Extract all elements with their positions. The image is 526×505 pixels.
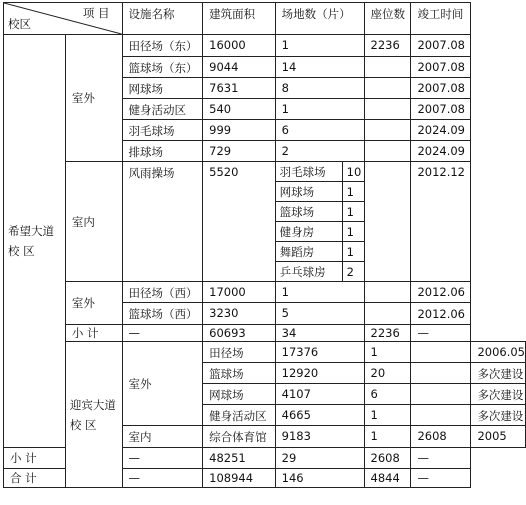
- count-cell: 1: [275, 35, 364, 57]
- count-cell: 1: [275, 282, 364, 303]
- sub-name: 乒乓球房: [276, 262, 343, 282]
- sub-count: 2: [342, 262, 363, 282]
- area-cell: 999: [203, 120, 276, 141]
- count-cell: 1: [364, 426, 411, 448]
- facility-cell: 篮球场（西）: [122, 303, 203, 325]
- seats-cell: 2236: [364, 35, 411, 57]
- seats-cell: 2608: [411, 426, 471, 448]
- area-cell: 4107: [275, 384, 364, 405]
- table-row: [4, 342, 526, 363]
- facility-cell: 健身活动区: [203, 405, 276, 426]
- seats-cell: [364, 303, 411, 325]
- sub-name: 网球场: [276, 182, 343, 202]
- completed-cell: 2006.05: [471, 342, 526, 363]
- area-cell: 108944: [203, 469, 276, 488]
- completed-cell: 2007.08: [411, 57, 471, 78]
- campus-name-line1: 希望大道: [8, 224, 54, 238]
- location-cell: 室外: [65, 282, 122, 325]
- area-cell: 729: [203, 141, 276, 162]
- area-cell: 3230: [203, 303, 276, 325]
- total-label: 合 计: [4, 469, 123, 488]
- seats-cell: [364, 162, 411, 282]
- campus-name-line2: 校 区: [69, 417, 97, 432]
- count-cell: 29: [275, 448, 364, 469]
- area-cell: 48251: [203, 448, 276, 469]
- area-cell: 540: [203, 99, 276, 120]
- area-cell: 9044: [203, 57, 276, 78]
- completed-cell: 2012.12: [411, 162, 471, 282]
- facility-cell: 田径场（东）: [122, 35, 203, 57]
- facility-cell: 田径场（西）: [122, 282, 203, 303]
- sub-row: [276, 242, 364, 262]
- area-cell: 9183: [275, 426, 364, 448]
- count-cell: 5: [275, 303, 364, 325]
- table-row: [4, 282, 526, 303]
- sub-row: [276, 262, 364, 282]
- count-cell: 20: [364, 363, 411, 384]
- facility-cell: —: [122, 325, 203, 342]
- facility-cell: 网球场: [122, 78, 203, 99]
- campus-name-line2: 校 区: [8, 244, 35, 258]
- facility-cell: 健身活动区: [122, 99, 203, 120]
- count-cell: 8: [275, 78, 364, 99]
- seats-cell: [411, 363, 471, 384]
- completed-cell: 2012.06: [411, 282, 471, 303]
- completed-cell: 2012.06: [411, 303, 471, 325]
- facility-cell: 网球场: [203, 384, 276, 405]
- area-cell: 12920: [275, 363, 364, 384]
- sub-name: 健身房: [276, 222, 343, 242]
- facilities-table: [3, 2, 526, 488]
- sub-row: [276, 162, 364, 182]
- area-cell: 17000: [203, 282, 276, 303]
- completed-cell: 2007.08: [411, 99, 471, 120]
- seats-cell: [364, 282, 411, 303]
- completed-cell: 2024.09: [411, 120, 471, 141]
- facility-cell: 排球场: [122, 141, 203, 162]
- area-cell: 16000: [203, 35, 276, 57]
- count-cell: 14: [275, 57, 364, 78]
- area-cell: 5520: [203, 162, 276, 282]
- header-seats: 座位数: [364, 3, 411, 35]
- count-cell: 146: [275, 469, 364, 488]
- facility-cell: 篮球场: [203, 363, 276, 384]
- completed-cell: 多次建设: [471, 384, 526, 405]
- seats-cell: [411, 384, 471, 405]
- header-completed: 竣工时间: [411, 3, 471, 35]
- facility-cell: 风雨操场: [122, 162, 203, 282]
- seats-cell: [411, 405, 471, 426]
- seats-cell: 2236: [364, 325, 411, 342]
- location-cell: 室外: [122, 342, 203, 426]
- sub-count: 1: [342, 242, 363, 262]
- facility-cell: 篮球场（东）: [122, 57, 203, 78]
- seats-cell: [364, 57, 411, 78]
- completed-cell: 2007.08: [411, 35, 471, 57]
- count-cell: 1: [364, 405, 411, 426]
- area-cell: 17376: [275, 342, 364, 363]
- completed-cell: —: [411, 469, 471, 488]
- campus-cell: [4, 35, 66, 448]
- count-cell: 6: [364, 384, 411, 405]
- table-row: [4, 35, 526, 57]
- seats-cell: [364, 99, 411, 120]
- campus-cell: [65, 342, 122, 488]
- count-cell: 6: [275, 120, 364, 141]
- total-row: [4, 469, 526, 488]
- facility-cell: —: [122, 448, 203, 469]
- corner-header-cell: [4, 3, 123, 35]
- sub-facility-cell: [275, 162, 364, 282]
- corner-campus-label: 校区: [8, 17, 31, 31]
- sub-name: 舞蹈房: [276, 242, 343, 262]
- table-row: [4, 162, 526, 282]
- seats-cell: 4844: [364, 469, 411, 488]
- completed-cell: 2005: [471, 426, 526, 448]
- sub-count: 10: [342, 162, 363, 182]
- header-area: 建筑面积: [203, 3, 276, 35]
- count-cell: 1: [364, 342, 411, 363]
- location-cell: 室外: [65, 35, 122, 162]
- count-cell: 34: [275, 325, 364, 342]
- seats-cell: [411, 342, 471, 363]
- sub-count: 1: [342, 202, 363, 222]
- facility-cell: —: [122, 469, 203, 488]
- sub-count: 1: [342, 222, 363, 242]
- header-facility: 设施名称: [122, 3, 203, 35]
- campus-name-line1: 迎宾大道: [69, 397, 116, 412]
- facility-cell: 综合体育馆: [203, 426, 276, 448]
- sub-count: 1: [342, 182, 363, 202]
- facility-cell: 田径场: [203, 342, 276, 363]
- subtotal-label: 小 计: [4, 448, 66, 469]
- subtotal-label: 小 计: [65, 325, 122, 342]
- location-cell: 室内: [122, 426, 203, 448]
- sub-row: [276, 202, 364, 222]
- completed-cell: —: [411, 448, 471, 469]
- area-cell: 4665: [275, 405, 364, 426]
- location-cell: 室内: [65, 162, 122, 282]
- seats-cell: [364, 78, 411, 99]
- count-cell: 1: [275, 99, 364, 120]
- count-cell: 2: [275, 141, 364, 162]
- completed-cell: 多次建设: [471, 363, 526, 384]
- completed-cell: 2024.09: [411, 141, 471, 162]
- facility-cell: 羽毛球场: [122, 120, 203, 141]
- header-row: [4, 3, 526, 35]
- sub-row: [276, 182, 364, 202]
- sub-name: 羽毛球场: [276, 162, 343, 182]
- completed-cell: —: [411, 325, 471, 342]
- subtotal-row: [4, 325, 526, 342]
- completed-cell: 2007.08: [411, 78, 471, 99]
- sub-facility-table: [276, 162, 364, 281]
- seats-cell: 2608: [364, 448, 411, 469]
- seats-cell: [364, 141, 411, 162]
- completed-cell: 多次建设: [471, 405, 526, 426]
- sub-row: [276, 222, 364, 242]
- area-cell: 7631: [203, 78, 276, 99]
- header-count: 场地数（片）: [275, 3, 364, 35]
- area-cell: 60693: [203, 325, 276, 342]
- seats-cell: [364, 120, 411, 141]
- sub-name: 篮球场: [276, 202, 343, 222]
- corner-item-label: 项 目: [82, 6, 110, 20]
